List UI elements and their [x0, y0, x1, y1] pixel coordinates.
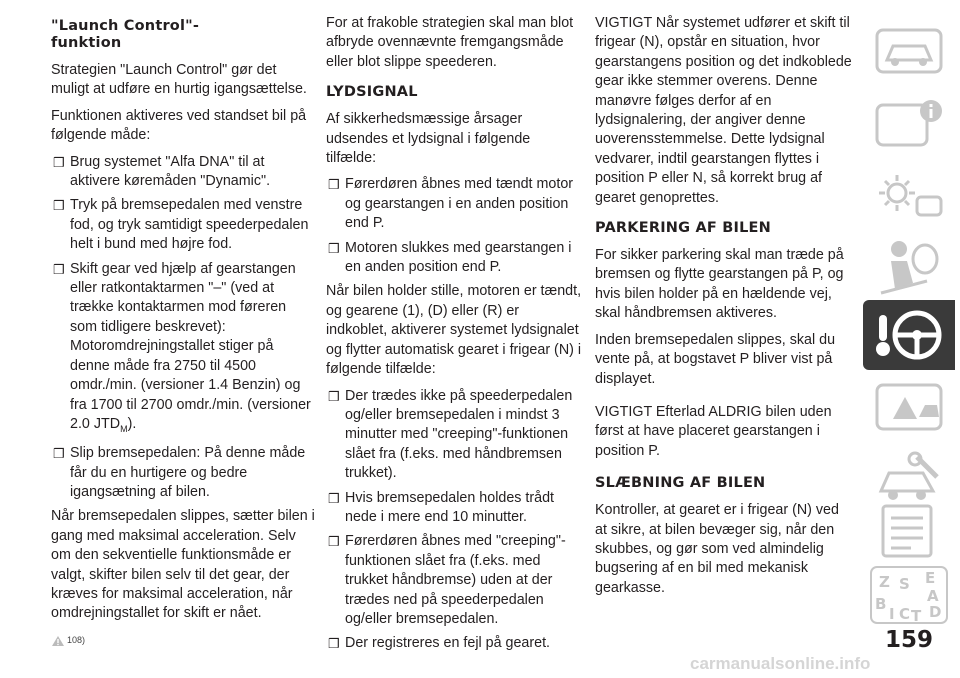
list-item	[326, 387, 584, 484]
dashboard-lights-icon[interactable]	[863, 160, 955, 230]
checkbox-bullet-icon: ❒	[53, 154, 65, 170]
car-icon[interactable]	[863, 16, 955, 86]
index-letter-i: I	[889, 605, 895, 623]
list-item	[51, 153, 315, 192]
list-item	[326, 239, 584, 278]
list-item	[326, 634, 584, 653]
footer-watermark: carmanualsonline.info	[690, 654, 871, 673]
list-item-text-end: ).	[127, 415, 137, 432]
list-item-text: Brug systemet "Alfa DNA" til at aktivere køremåden "Dynamic".	[70, 153, 271, 190]
airbag-seat-icon[interactable]	[863, 232, 955, 302]
index-letter-z: Z	[879, 573, 890, 591]
list-item	[326, 489, 584, 528]
paragraph: VIGTIGT Når systemet udfører et skift til frigear (N), opstår en situation, hvor gearstangens position og det indkoblede gear ikke stemmer overens. Denne manøvre følges derfor af en lydsignalering, der angiver denne uoverensstemmelse. Dette lydsignal vedvarer, indtil gearstangen flyttes i position P eller N, så korrekt brug af gearet genoprettes.	[595, 15, 852, 206]
paragraph: For sikker parkering skal man træde på bremsen og flytte gearstangen på P, og hvis bilen holder på en hældende vej, skal håndbremsen aktiveres.	[595, 247, 844, 322]
warning-triangle-car-icon[interactable]	[863, 372, 955, 442]
list-item-text: Førerdøren åbnes med tændt motor og gearstangen i en anden position end P.	[345, 176, 574, 232]
chapter-sidebar	[859, 0, 960, 678]
index-letter-e: E	[925, 569, 936, 587]
key-steering-wheel-icon[interactable]	[863, 300, 955, 370]
section-heading-lydsignal: LYDSIGNAL	[326, 84, 418, 101]
checkbox-bullet-icon: ❒	[328, 388, 340, 404]
list-item	[51, 260, 315, 440]
warning-triangle-icon	[51, 635, 65, 647]
index-letter-a: A	[927, 587, 939, 605]
checkbox-bullet-icon: ❒	[53, 261, 65, 277]
list-item-text: Slip bremsepedalen: På denne måde får du en hurtigere og bedre igangsætning af bilen.	[70, 445, 306, 500]
list-item	[51, 196, 315, 254]
checkbox-bullet-icon: ❒	[328, 534, 340, 550]
warning-ref-number: 108)	[67, 634, 86, 645]
paragraph: Når bremsepedalen slippes, sætter bilen i gang med maksimal acceleration. Selv om den sekventielle funktionsmåde er valgt, skifter bilen selv til det gear, der kræves for maksimal acceleration, når omdrejningstallet for skift er nået.	[51, 508, 315, 622]
paragraph: Af sikkerhedsmæssige årsager udsendes et lydsignal i følgende tilfælde:	[326, 111, 531, 167]
index-letter-b: B	[875, 595, 887, 613]
paragraph: Funktionen aktiveres ved standset bil på følgende måde:	[51, 107, 307, 144]
specifications-icon[interactable]	[863, 496, 955, 566]
checkbox-bullet-icon: ❒	[328, 240, 340, 256]
column-2	[326, 14, 584, 659]
alphabetical-index-icon[interactable]	[863, 560, 955, 630]
list-item	[51, 444, 315, 502]
paragraph: Når bilen holder stille, motoren er tændt, og gearene (1), (D) eller (R) er indkoblet, aktiverer systemet lydsignalet og flytter automatisk gearet i frigear (N) i følgende tilfælde:	[326, 283, 582, 378]
list-item-text: Hvis bremsepedalen holdes trådt nede i mere end 10 minutter.	[345, 489, 555, 525]
list-item	[326, 532, 584, 629]
section-heading-launch-control: "Launch Control"- funktion	[51, 18, 200, 51]
list-item-text: Skift gear ved hjælp af gearstangen eller ratkontaktarmen "–" (ved at trække kontaktarmen mod føreren som tidligere beskrevet): Motoromdrejningstallet stiger på denne måde fra 2750 til 4500 omdr./min. (versioner 1.4 Benzin) og fra 1700 til 2700 omdr./min. (versioner 2.0 JTD	[70, 260, 311, 432]
checkbox-bullet-icon: ❒	[53, 198, 65, 214]
paragraph: VIGTIGT Efterlad ALDRIG bilen uden først at have placeret gearstangen i position P.	[595, 403, 832, 459]
warning-reference	[51, 631, 315, 650]
column-1	[51, 14, 315, 650]
list-item-text: Der registreres en fejl på gearet.	[345, 635, 551, 652]
paragraph: Strategien "Launch Control" gør det muligt at udføre en hurtig igangsættelse.	[51, 62, 307, 98]
list-item-text: Førerdøren åbnes med "creeping"-funktionen slået fra (f.eks. med trukket håndbremse) uden at der trædes ned på speederpedalen og/eller bremsepedalen.	[345, 533, 566, 627]
index-letter-t: T	[911, 607, 922, 625]
index-letter-c: C	[899, 605, 911, 623]
list-item-text: Tryk på bremsepedalen med venstre fod, og tryk samtidigt speederpedalen helt i bund med højre fod.	[70, 197, 309, 253]
paragraph: Inden bremsepedalen slippes, skal du vente på, at bogstavet P bliver vist på displayet.	[595, 331, 836, 387]
checkbox-bullet-icon: ❒	[328, 636, 340, 652]
section-heading-parkering: PARKERING AF BILEN	[595, 220, 771, 237]
index-letter-s: S	[899, 575, 910, 593]
subscript: M	[120, 423, 128, 434]
checkbox-bullet-icon: ❒	[328, 177, 340, 193]
list-item-text: Der trædes ikke på speederpedalen og/eller bremsepedalen i mindst 3 minutter med "creeping"-funktionen slået fra (f.eks. med håndbremsen trukket).	[345, 387, 573, 482]
car-info-icon[interactable]	[863, 88, 955, 158]
checkbox-bullet-icon: ❒	[328, 490, 340, 506]
paragraph: For at frakoble strategien skal man blot afbryde ovennævnte fremgangsmåde eller blot slippe speederen.	[326, 15, 574, 70]
checkbox-bullet-icon: ❒	[53, 446, 65, 462]
list-item-text: Motoren slukkes med gearstangen i en anden position end P.	[345, 239, 572, 276]
column-3	[595, 14, 853, 605]
paragraph: Kontroller, at gearet er i frigear (N) ved at sikre, at bilen bevæger sig, når den skubbes, og gør som ved almindelig bugsering af en bil med mekanisk gearkasse.	[595, 502, 839, 596]
page-number: 159	[885, 627, 934, 653]
index-letter-d: D	[929, 603, 942, 621]
section-heading-slaebning: SLÆBNING AF BILEN	[595, 475, 766, 492]
list-item	[326, 175, 584, 233]
